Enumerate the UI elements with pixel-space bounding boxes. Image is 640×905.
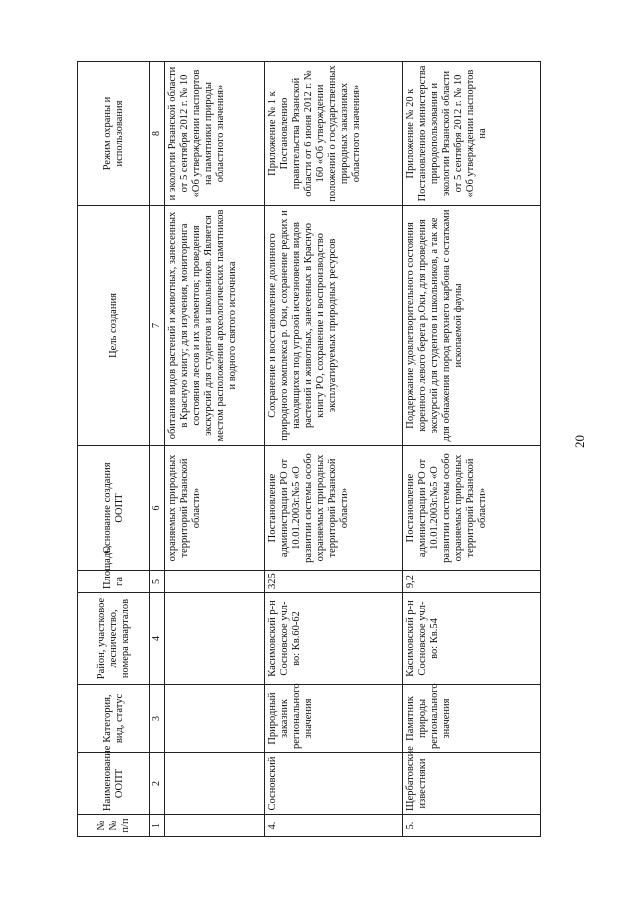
column-number: 7 xyxy=(150,206,165,446)
header-row xyxy=(78,62,150,837)
row-basis: Постановление администрации РО от 10.01.2003г.№5 «О развитии системы особо охраняемых природных территорий Рязанской области» xyxy=(403,446,541,571)
row-num: 5. xyxy=(403,815,541,837)
oopt-table xyxy=(77,61,541,837)
column-number: 3 xyxy=(150,685,165,753)
row-category: Природный заказник регионального значения xyxy=(265,685,403,753)
row-area: 325 xyxy=(265,571,403,593)
header-area: Площадь, га xyxy=(78,571,150,593)
cont-num-cell xyxy=(165,815,265,837)
row-district: Касимовский р-н Сосновское учл-во: Кв.60-62 xyxy=(265,593,403,685)
cont-regime-cell: и экологии Рязанской области от 5 сентября 2012 г. № 10 «Об утверждении паспортов на памятники природы областного значения» xyxy=(165,62,265,206)
column-number: 4 xyxy=(150,593,165,685)
header-basis: Основание создания ООПТ xyxy=(78,446,150,571)
row-category: Памятник природы регионального значения xyxy=(403,685,541,753)
row-regime: Приложение № 20 к Постановлению министерства природопользования и экологии Рязанской области от 5 сентября 2012 г. № 10 «Об утверждении паспортов на xyxy=(403,62,541,206)
column-number-row xyxy=(150,62,165,837)
table-row xyxy=(265,62,403,837)
header-district: Район, участковое лесничество, номера кварталов xyxy=(78,593,150,685)
row-purpose: Поддержание удовлетворительного состояния коренного левого берега р.Оки, для проведения экскурсий для студентов и школьников, а так же для обнажения пород верхнего карбона с остатками ископаемой фауны xyxy=(403,206,541,446)
row-basis: Постановление администрации РО от 10.01.2003г.№5 «О развитии системы особо охраняемых природных территорий Рязанской области» xyxy=(265,446,403,571)
header-num: №№ п/п xyxy=(78,815,150,837)
rotated-table-container xyxy=(77,62,539,837)
continuation-row xyxy=(165,62,265,837)
header-purpose: Цель создания xyxy=(78,206,150,446)
column-number: 1 xyxy=(150,815,165,837)
row-name: Щербатовские известняки xyxy=(403,753,541,815)
header-regime: Режим охраны и использования xyxy=(78,62,150,206)
cont-name-cell xyxy=(165,753,265,815)
cont-basis-cell: охраняемых природных территорий Рязанской области» xyxy=(165,446,265,571)
row-num: 4. xyxy=(265,815,403,837)
table-row xyxy=(403,62,541,837)
column-number: 6 xyxy=(150,446,165,571)
column-number: 5 xyxy=(150,571,165,593)
row-regime: Приложение № 1 к Постановлению правительства Рязанской области от 6 июня 2012 г. № 160 «Об утверждении положений о государственных природных заказниках областного значения» xyxy=(265,62,403,206)
header-name: Наименование ООПТ xyxy=(78,753,150,815)
cont-category-cell xyxy=(165,685,265,753)
column-number: 2 xyxy=(150,753,165,815)
row-area: 9,2 xyxy=(403,571,541,593)
cont-area-cell xyxy=(165,571,265,593)
row-name: Сосновский xyxy=(265,753,403,815)
row-purpose: Сохранение и восстановление долинного природного комплекса р. Оки, сохранение редких и находящихся под угрозой исчезновения видов растений и животных, занесенных в Красную книгу РО, сохранение и воспроизводство эксплуатируемых природных ресурсов xyxy=(265,206,403,446)
cont-district-cell xyxy=(165,593,265,685)
column-number: 8 xyxy=(150,62,165,206)
cont-purpose-cell: обитания видов растений и животных, занесенных в Красную книгу; для изучения, мониторинга состояния лесов и их элементов; проведения экскурсий для студентов и школьников. Является местом расположения археологических памятников и водного святого источника xyxy=(165,206,265,446)
page-number: 20 xyxy=(572,435,587,448)
header-category: Категория, вид, статус xyxy=(78,685,150,753)
row-district: Касимовский р-н Сосновское учл-во: Кв.54 xyxy=(403,593,541,685)
